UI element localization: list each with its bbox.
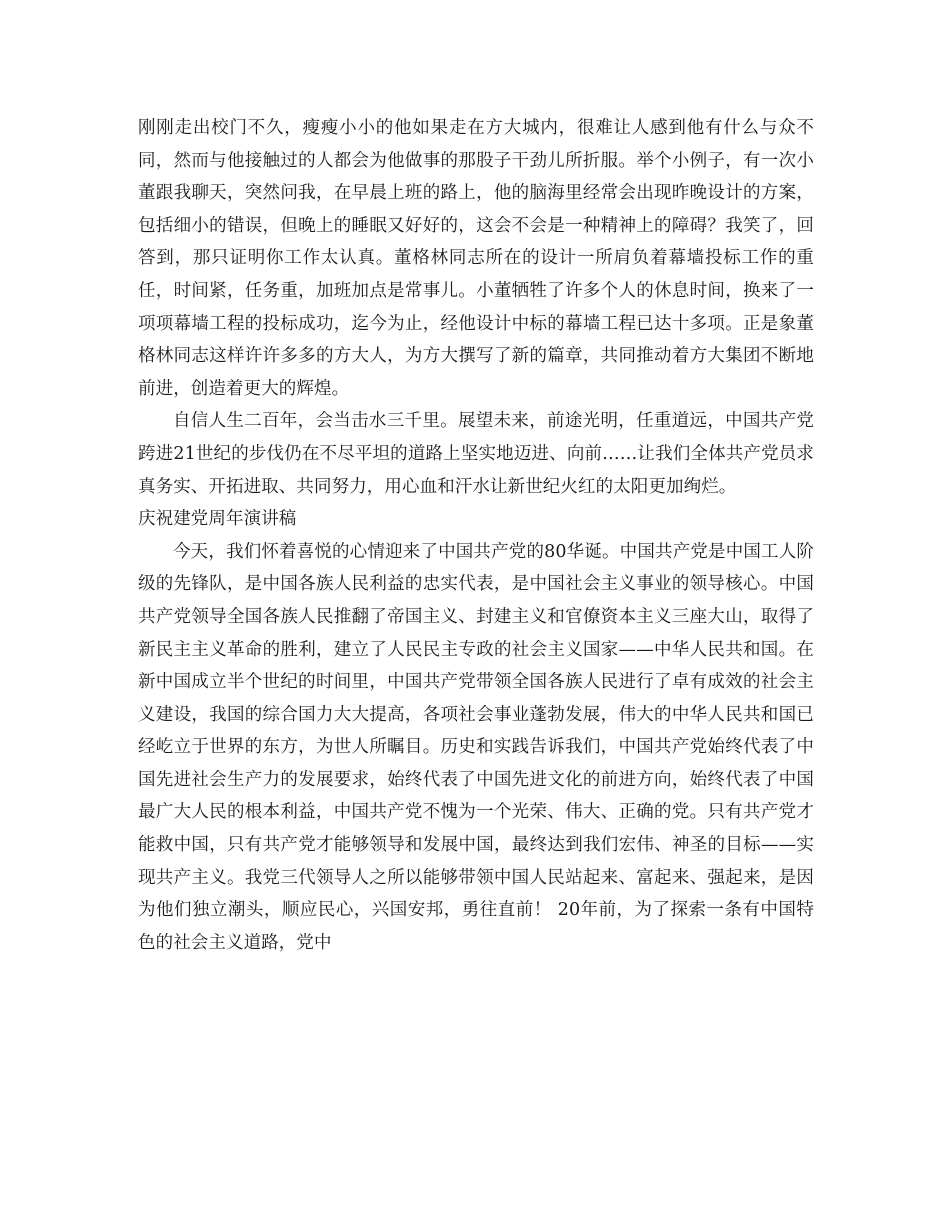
paragraph-speech-body: 今天，我们怀着喜悦的心情迎来了中国共产党的80华诞。中国共产党是中国工人阶级的先锋队，是中国各族人民利益的忠实代表，是中国社会主义事业的领导核心。中国共产党领导全国各族人民推翻了帝国主义、封建主义和官僚资本主义三座大山，取得了新民主主义革命的胜利，建立了人民民主专政的社会主义国家——中华人民共和国。在新中国成立半个世纪的时间里，中国共产党带领全国各族人民进行了卓有成效的社会主义建设，我国的综合国力大大提高，各项社会事业蓬勃发展，伟大的中华人民共和国已经屹立于世界的东方，为世人所瞩目。历史和实践告诉我们，中国共产党始终代表了中国先进社会生产力的发展要求，始终代表了中国先进文化的前进方向，始终代表了中国最广大人民的根本利益，中国共产党不愧为一个光荣、伟大、正确的党。只有共产党才能救中国，只有共产党才能够领导和发展中国，最终达到我们宏伟、神圣的目标——实现共产主义。我党三代领导人之所以能够带领中国人民站起来、富起来、强起来，是因为他们独立潮头，顺应民心，兴国安邦，勇往直前！ 20年前，为了探索一条有中国特色的社会主义道路，党中 [138,541,815,953]
paragraph-continuation: 刚刚走出校门不久，瘦瘦小小的他如果走在方大城内，很难让人感到他有什么与众不同，然而与他接触过的人都会为他做事的那股子干劲儿所折服。举个小例子，有一次小董跟我聊天，突然问我，在早晨上班的路上，他的脑海里经常会出现昨晚设计的方案，包括细小的错误，但晚上的睡眠又好好的，这会不会是一种精神上的障碍？我笑了，回答到，那只证明你工作太认真。董格林同志所在的设计一所肩负着幕墙投标工作的重任，时间紧，任务重，加班加点是常事儿。小董牺牲了许多个人的休息时间，换来了一项项幕墙工程的投标成功，迄今为止，经他设计中标的幕墙工程已达十多项。正是象董格林同志这样许许多多的方大人，为方大撰写了新的篇章，共同推动着方大集团不断地前进，创造着更大的辉煌。 [138,118,814,399]
paragraph-closing: 自信人生二百年，会当击水三千里。展望未来，前途光明，任重道远，中国共产党跨进21世纪的步伐仍在不尽平坦的道路上坚实地迈进、向前……让我们全体共产党员求真务实、开拓进取、共同努力，用心血和汗水让新世纪火红的太阳更加绚烂。 [138,411,814,497]
section-heading: 庆祝建党周年演讲稿 [138,509,297,530]
document-body [138,112,814,959]
